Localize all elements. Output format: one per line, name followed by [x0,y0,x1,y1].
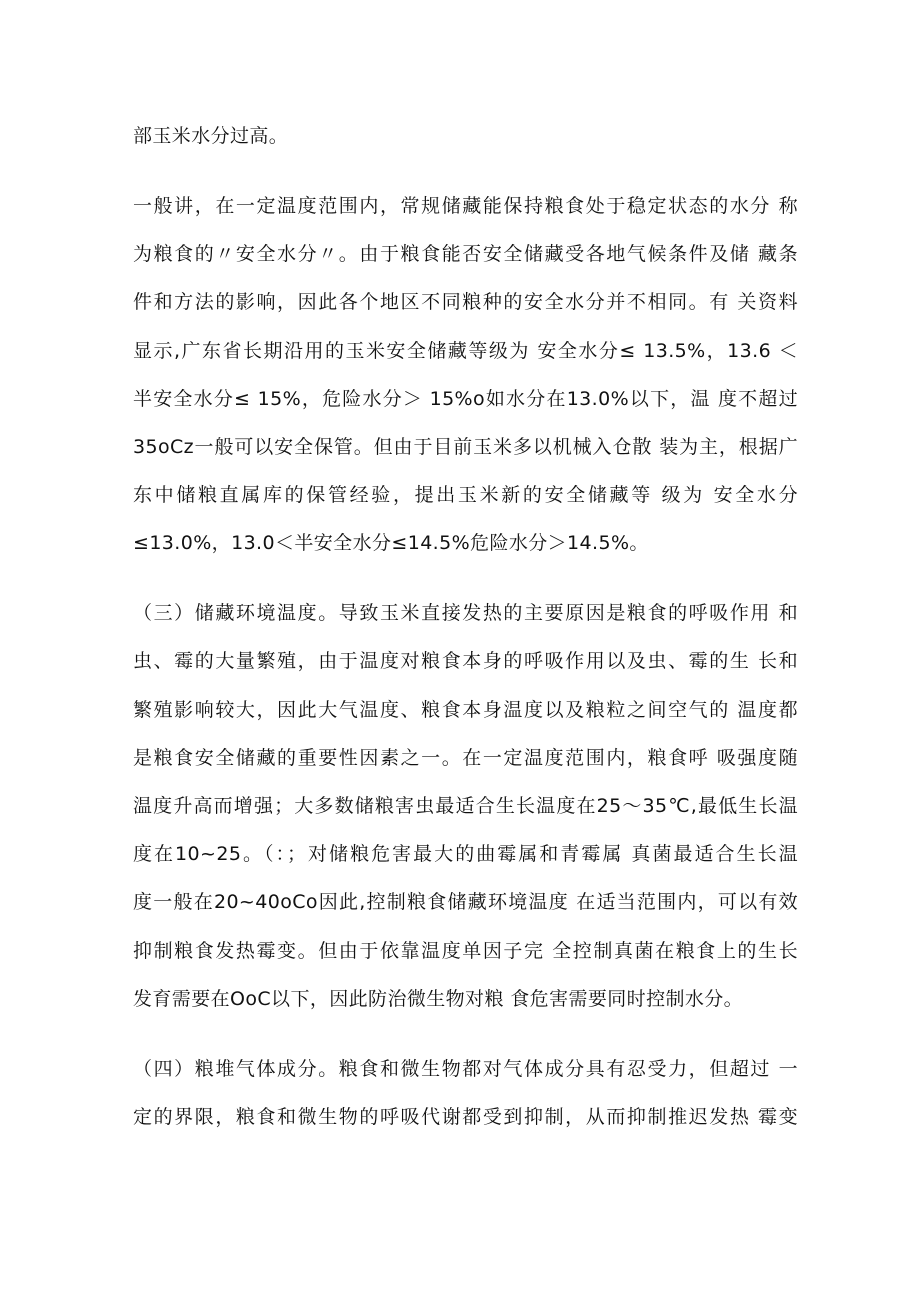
text-line: 部玉米水分过高。 [133,125,289,147]
text-line: 显示,广东省长期沿用的玉米安全储藏等级为 安全水分≤ 13.5%，13.6 ＜ [133,340,798,362]
text-line: 度一般在20~40oCo因此,控制粮食储藏环境温度 在适当范围内，可以有效 [133,891,798,913]
text-line: （三）储藏环境温度。导致玉米直接发热的主要原因是粮食的呼吸作用 和 [133,602,798,624]
text-line: （四）粮堆气体成分。粮食和微生物都对气体成分具有忍受力，但超过 一 [133,1058,798,1080]
text-line: 繁殖影响较大，因此大气温度、粮食本身温度以及粮粒之间空气的 温度都 [133,699,798,721]
text-line: 为粮食的〃安全水分〃。由于粮食能否安全储藏受各地气候条件及储 藏条 [133,243,798,265]
text-line: 度在10~25。（：；对储粮危害最大的曲霉属和青霉属 真菌最适合生长温 [133,843,798,865]
text-line: 虫、霉的大量繁殖，由于温度对粮食本身的呼吸作用以及虫、霉的生 长和 [133,650,798,672]
text-line: 件和方法的影响，因此各个地区不同粮种的安全水分并不相同。有 关资料 [133,291,798,313]
text-line: 是粮食安全储藏的重要性因素之一。在一定温度范围内，粮食呼 吸强度随 [133,747,798,769]
text-line: 一般讲，在一定温度范围内，常规储藏能保持粮食处于稳定状态的水分 称 [133,195,798,217]
text-line: 35oCz一般可以安全保管。但由于目前玉米多以机械入仓散 装为主，根据广 [133,436,798,458]
text-line: 东中储粮直属库的保管经验，提出玉米新的安全储藏等 级为 安全水分 [133,484,798,506]
text-line: 发育需要在OoC以下，因此防治微生物对粮 食危害需要同时控制水分。 [133,988,744,1010]
text-line: ≤13.0%，13.0＜半安全水分≤14.5%危险水分＞14.5%。 [133,532,649,554]
text-line: 半安全水分≤ 15%，危险水分＞ 15%o如水分在13.0%以下，温 度不超过 [133,388,798,410]
text-line: 定的界限，粮食和微生物的呼吸代谢都受到抑制，从而抑制推迟发热 霉变 [133,1106,798,1128]
text-line: 抑制粮食发热霉变。但由于依靠温度单因子完 全控制真菌在粮食上的生长 [133,940,798,962]
text-line: 温度升高而增强；大多数储粮害虫最适合生长温度在25～35℃,最低生长温 [133,795,798,817]
